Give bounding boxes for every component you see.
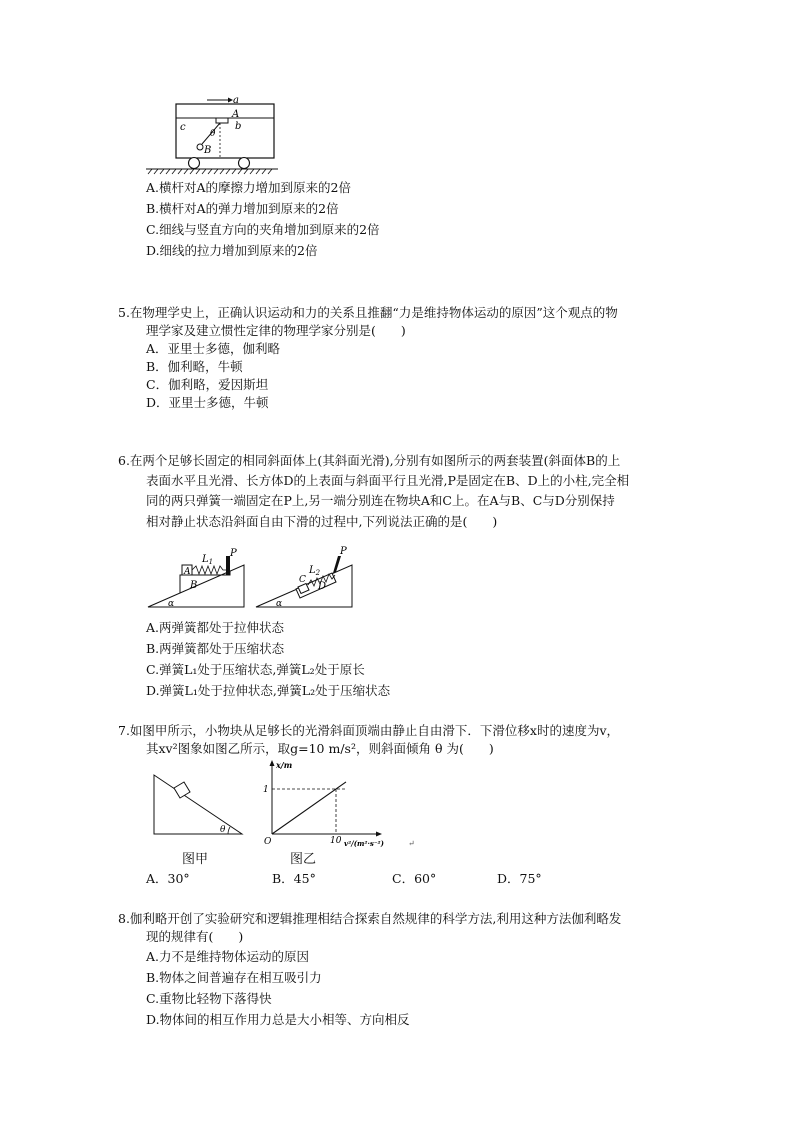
q4-cart-diagram bbox=[140, 92, 280, 182]
q7-xlabel: v²/(m²·s⁻²) bbox=[344, 839, 384, 848]
q6-stem-line-1: 6.在两个足够长固定的相同斜面体上(其斜面光滑),分别有如图所示的两套装置(斜面体B的上 bbox=[118, 453, 621, 468]
q7-origin: O bbox=[264, 837, 272, 847]
q6-label-D: D bbox=[318, 581, 327, 592]
q5-option-b: B．伽利略，牛顿 bbox=[146, 359, 243, 374]
q4-label-A: A bbox=[232, 109, 240, 120]
q6-stem-line-4: 相对静止状态沿斜面自由下滑的过程中,下列说法正确的是( ) bbox=[146, 514, 498, 529]
q6-label-P-right: P bbox=[340, 546, 347, 557]
q5-option-d: D．亚里士多德，牛顿 bbox=[146, 395, 269, 410]
q7-fig1-caption: 图甲 bbox=[182, 852, 209, 867]
q6-incline-diagram bbox=[146, 545, 356, 613]
q8-option-d: D.物体间的相互作用力总是大小相等、方向相反 bbox=[146, 1012, 410, 1027]
series-line bbox=[272, 782, 346, 834]
q6-option-d: D.弹簧L₁处于拉伸状态,弹簧L₂处于压缩状态 bbox=[146, 683, 391, 698]
q4-label-b: b bbox=[235, 121, 242, 132]
q6-label-B: B bbox=[190, 580, 198, 591]
q6-label-L1: $L_1$ bbox=[202, 554, 214, 566]
q4-label-theta: θ bbox=[210, 129, 216, 139]
q5-stem-line-1: 5.在物理学史上，正确认识运动和力的关系且推翻“力是维持物体运动的原因”这个观点的物 bbox=[118, 305, 618, 320]
q6-label-P-left: P bbox=[230, 548, 237, 559]
q7-option-d: D．75° bbox=[497, 871, 542, 886]
q4-option-d: D.细线的拉力增加到原来的2倍 bbox=[146, 243, 318, 258]
q6-alpha-left: α bbox=[168, 599, 175, 609]
q4-option-c: C.细线与竖直方向的夹角增加到原来的2倍 bbox=[146, 222, 380, 237]
q6-option-a: A.两弹簧都处于拉伸状态 bbox=[146, 620, 285, 635]
q5-option-a: A．亚里士多德，伽利略 bbox=[146, 341, 281, 356]
q7-mark: ↵ bbox=[408, 839, 415, 848]
q7-fig2-caption: 图乙 bbox=[290, 852, 317, 867]
q5-stem-line-2: 理学家及建立惯性定律的物理学家分别是( ) bbox=[146, 323, 406, 338]
q6-option-b: B.两弹簧都处于压缩状态 bbox=[146, 641, 285, 656]
q7-fig-graph bbox=[262, 760, 422, 850]
q5-option-c: C．伽利略，爱因斯坦 bbox=[146, 377, 269, 392]
q6-stem-line-2: 表面水平且光滑、长方体D的上表面与斜面平行且光滑,P是固定在B、D上的小柱,完全相 bbox=[146, 473, 630, 488]
q7-ylabel: x/m bbox=[276, 760, 293, 770]
q4-label-B: B bbox=[204, 145, 212, 156]
q8-option-b: B.物体之间普遍存在相互吸引力 bbox=[146, 970, 322, 985]
q7-option-b: B．45° bbox=[272, 871, 316, 886]
q7-fig-incline bbox=[148, 772, 248, 838]
q4-label-c: c bbox=[180, 122, 186, 133]
q4-option-a: A.横杆对A的摩擦力增加到原来的2倍 bbox=[146, 180, 351, 195]
q4-label-a: a bbox=[233, 95, 239, 106]
q7-y-tick: 1 bbox=[263, 785, 269, 795]
q7-stem-line-1: 7.如图甲所示，小物块从足够长的光滑斜面顶端由静止自由滑下．下滑位移x时的速度为v， bbox=[118, 723, 620, 738]
q8-option-a: A.力不是维持物体运动的原因 bbox=[146, 949, 310, 964]
q8-stem-line-2: 现的规律有( ) bbox=[146, 929, 244, 944]
q7-fig1-theta: θ bbox=[220, 825, 226, 835]
q6-label-A: A bbox=[184, 567, 191, 577]
q6-label-L2: $L_2$ bbox=[309, 565, 321, 577]
q6-stem-line-3: 同的两只弹簧一端固定在P上,另一端分别连在物块A和C上。在A与B、C与D分别保持 bbox=[146, 493, 615, 508]
q8-option-c: C.重物比轻物下落得快 bbox=[146, 991, 272, 1006]
q4-option-b: B.横杆对A的弹力增加到原来的2倍 bbox=[146, 201, 339, 216]
q7-x-tick: 10 bbox=[330, 836, 342, 846]
q8-stem-line-1: 8.伽利略开创了实验研究和逻辑推理相结合探索自然规律的科学方法,利用这种方法伽利略发 bbox=[118, 911, 622, 926]
q6-option-c: C.弹簧L₁处于压缩状态,弹簧L₂处于原长 bbox=[146, 662, 365, 677]
q7-option-a: A．30° bbox=[146, 871, 190, 886]
q6-alpha-right: α bbox=[276, 599, 283, 609]
q7-option-c: C．60° bbox=[392, 871, 437, 886]
q6-label-C: C bbox=[299, 575, 306, 585]
q7-stem-line-2: 其xv²图象如图乙所示，取g=10 m/s²，则斜面倾角 θ 为( ) bbox=[146, 741, 494, 756]
